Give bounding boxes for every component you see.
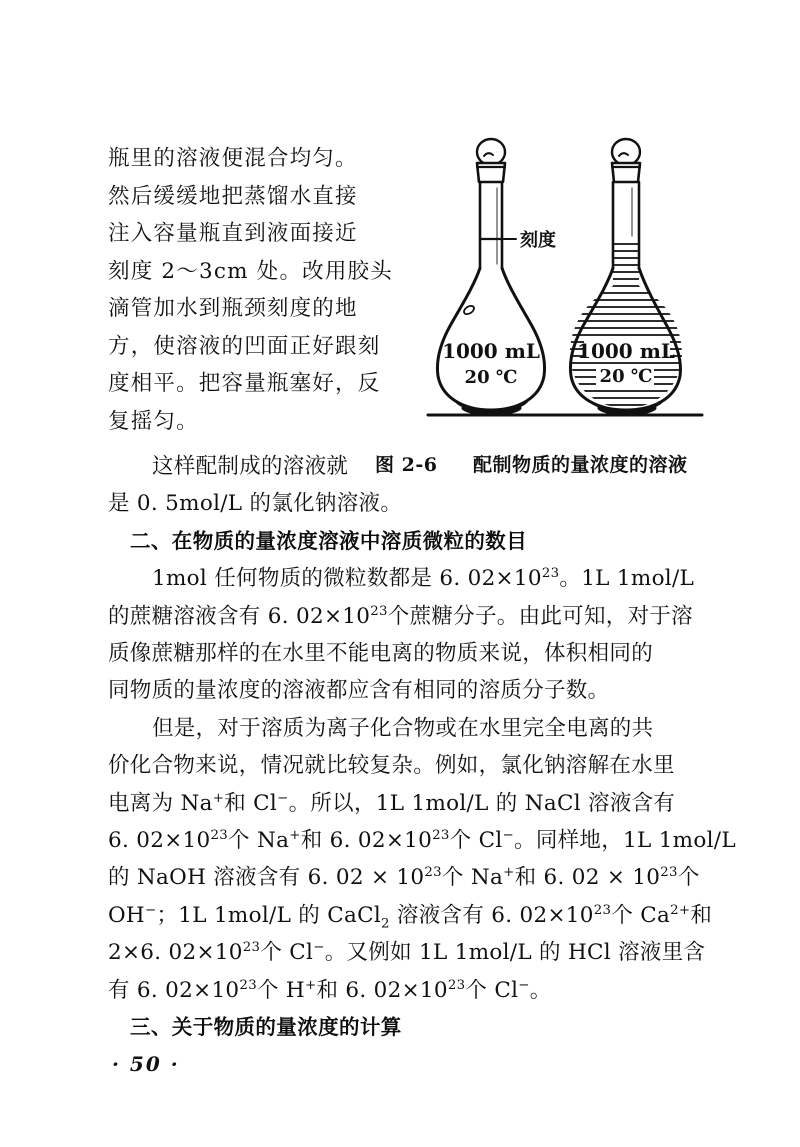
text-run: OH bbox=[108, 902, 145, 928]
procedure-line: 然后缓缓地把蒸馏水直接 bbox=[108, 183, 358, 209]
superscript: 23 bbox=[541, 566, 560, 582]
text-run: 电离为 Na bbox=[108, 790, 213, 816]
paragraph-conclusion bbox=[108, 448, 704, 523]
text-run: 和 bbox=[690, 902, 713, 928]
body-text bbox=[108, 448, 736, 1047]
superscript: − bbox=[502, 827, 515, 843]
paragraph-line: 价化合物来说，情况就比较复杂。例如，氯化钠溶解在水里 bbox=[108, 753, 675, 779]
subscript: 2 bbox=[381, 916, 390, 932]
procedure-line: 滴管加水到瓶颈刻度的地 bbox=[108, 296, 358, 321]
paragraph-line bbox=[108, 560, 704, 597]
paragraph-ionic-compounds bbox=[108, 710, 736, 1009]
text-run: 的蔗糖溶液含有 6. 02×10 bbox=[108, 603, 371, 629]
text-run: ；1L 1mol/L 的 CaCl bbox=[156, 902, 382, 928]
procedure-text-column bbox=[108, 140, 393, 440]
graduation-callout bbox=[502, 229, 556, 251]
text-run: 和 Cl bbox=[224, 790, 278, 816]
superscript: + bbox=[289, 827, 301, 843]
superscript: 2+ bbox=[670, 902, 691, 918]
superscript: 23 bbox=[432, 827, 450, 843]
text-run: 。同样地，1L 1mol/L bbox=[514, 828, 736, 854]
right-flask-temperature-label: 20 ℃ bbox=[599, 366, 653, 387]
paragraph-line bbox=[108, 897, 713, 934]
text-run: 个 H bbox=[256, 977, 305, 1003]
text-run: 有 6. 02×10 bbox=[108, 977, 240, 1003]
text-run: 。又例如 1L 1mol/L 的 HCl 溶液里含 bbox=[324, 940, 706, 966]
paragraph-line bbox=[108, 598, 704, 635]
text-run: 个 Cl bbox=[465, 977, 519, 1003]
section-heading-three: 三、关于物质的量浓度的计算 bbox=[130, 1015, 402, 1040]
superscript: + bbox=[212, 790, 225, 806]
paragraph-line bbox=[108, 972, 704, 1009]
left-flask bbox=[437, 139, 544, 413]
text-run: 。1L 1mol/L bbox=[559, 566, 695, 592]
paragraph-line: 这样配制成的溶液就 bbox=[152, 454, 349, 479]
volumetric-flask-figure bbox=[420, 136, 710, 426]
text-run: 个 Cl bbox=[449, 828, 503, 854]
procedure-line: 方，使溶液的凹面正好跟刻 bbox=[108, 333, 381, 359]
right-flask bbox=[550, 139, 686, 413]
paragraph-line bbox=[108, 934, 704, 971]
paragraph-line bbox=[108, 859, 704, 896]
text-run: 个蔗糖分子。由此可知，对于溶 bbox=[387, 603, 693, 629]
superscript: − bbox=[277, 790, 289, 806]
superscript: 23 bbox=[242, 940, 261, 956]
text-run: 。所以，1L 1mol/L 的 NaCl 溶液含有 bbox=[288, 790, 676, 816]
right-flask-volume-label: 1000 mL bbox=[577, 339, 675, 363]
text-run: 和 6. 02×10 bbox=[300, 828, 433, 854]
paragraph-line bbox=[108, 822, 736, 859]
procedure-line: 复摇匀。 bbox=[108, 408, 199, 434]
superscript: + bbox=[503, 865, 515, 881]
text-run: 个 Na bbox=[228, 828, 290, 854]
paragraph-particle-count bbox=[108, 560, 704, 710]
superscript: 23 bbox=[424, 865, 442, 881]
procedure-line: 刻度 2～3cm 处。改用胶头 bbox=[108, 258, 393, 284]
superscript: 23 bbox=[370, 603, 388, 619]
superscript: 23 bbox=[210, 827, 229, 843]
text-run: 个 bbox=[677, 865, 700, 891]
text-run: 个 Na bbox=[441, 865, 504, 891]
left-flask-volume-label: 1000 mL bbox=[442, 339, 540, 363]
superscript: − bbox=[144, 902, 157, 918]
procedure-line: 度相平。把容量瓶塞好，反 bbox=[108, 371, 381, 396]
text-run: 2×6. 02×10 bbox=[108, 940, 243, 966]
superscript: − bbox=[518, 977, 530, 993]
text-run: 6. 02×10 bbox=[108, 828, 211, 854]
procedure-line: 瓶里的溶液便混合均匀。 bbox=[108, 146, 358, 171]
paragraph-line bbox=[108, 785, 704, 822]
page-number: · 50 · bbox=[112, 1052, 180, 1076]
paragraph-line bbox=[108, 710, 704, 747]
text-run: 。 bbox=[529, 977, 552, 1003]
text-run: 和 6. 02×10 bbox=[316, 977, 448, 1003]
text-run: 个 Cl bbox=[260, 940, 314, 966]
text-run: 和 6. 02 × 10 bbox=[514, 865, 661, 891]
superscript: 23 bbox=[593, 902, 612, 918]
text-run: 1mol 任何物质的微粒数都是 6. 02×10 bbox=[152, 566, 542, 592]
section-heading-two: 二、在物质的量浓度溶液中溶质微粒的数目 bbox=[130, 528, 528, 553]
text-run: 但是，对于溶质为离子化合物或在水里完全电离的共 bbox=[152, 715, 654, 741]
paragraph-line: 同物质的量浓度的溶液都应含有相同的溶质分子数。 bbox=[108, 678, 610, 704]
paragraph-line: 质像蔗糖那样的在水里不能电离的物质来说，体积相同的 bbox=[108, 641, 654, 667]
superscript: 23 bbox=[660, 865, 678, 881]
text-run: 的 NaOH 溶液含有 6. 02 × 10 bbox=[108, 865, 425, 891]
figure-caption-text: 配制物质的量浓度的溶液 bbox=[473, 454, 688, 476]
paragraph-line: 是 0. 5mol/L 的氯化钠溶液。 bbox=[108, 491, 403, 517]
superscript: − bbox=[313, 940, 325, 956]
procedure-line: 注入容量瓶直到液面接近 bbox=[108, 221, 358, 246]
superscript: 23 bbox=[239, 977, 257, 993]
graduation-label: 刻度 bbox=[520, 230, 556, 251]
superscript: + bbox=[304, 977, 317, 993]
text-run: 个 Ca bbox=[611, 902, 671, 928]
left-flask-temperature-label: 20 ℃ bbox=[464, 367, 518, 388]
text-run: 溶液含有 6. 02×10 bbox=[389, 902, 594, 928]
superscript: 23 bbox=[447, 977, 466, 993]
figure-caption-number: 图 2-6 bbox=[375, 454, 438, 476]
